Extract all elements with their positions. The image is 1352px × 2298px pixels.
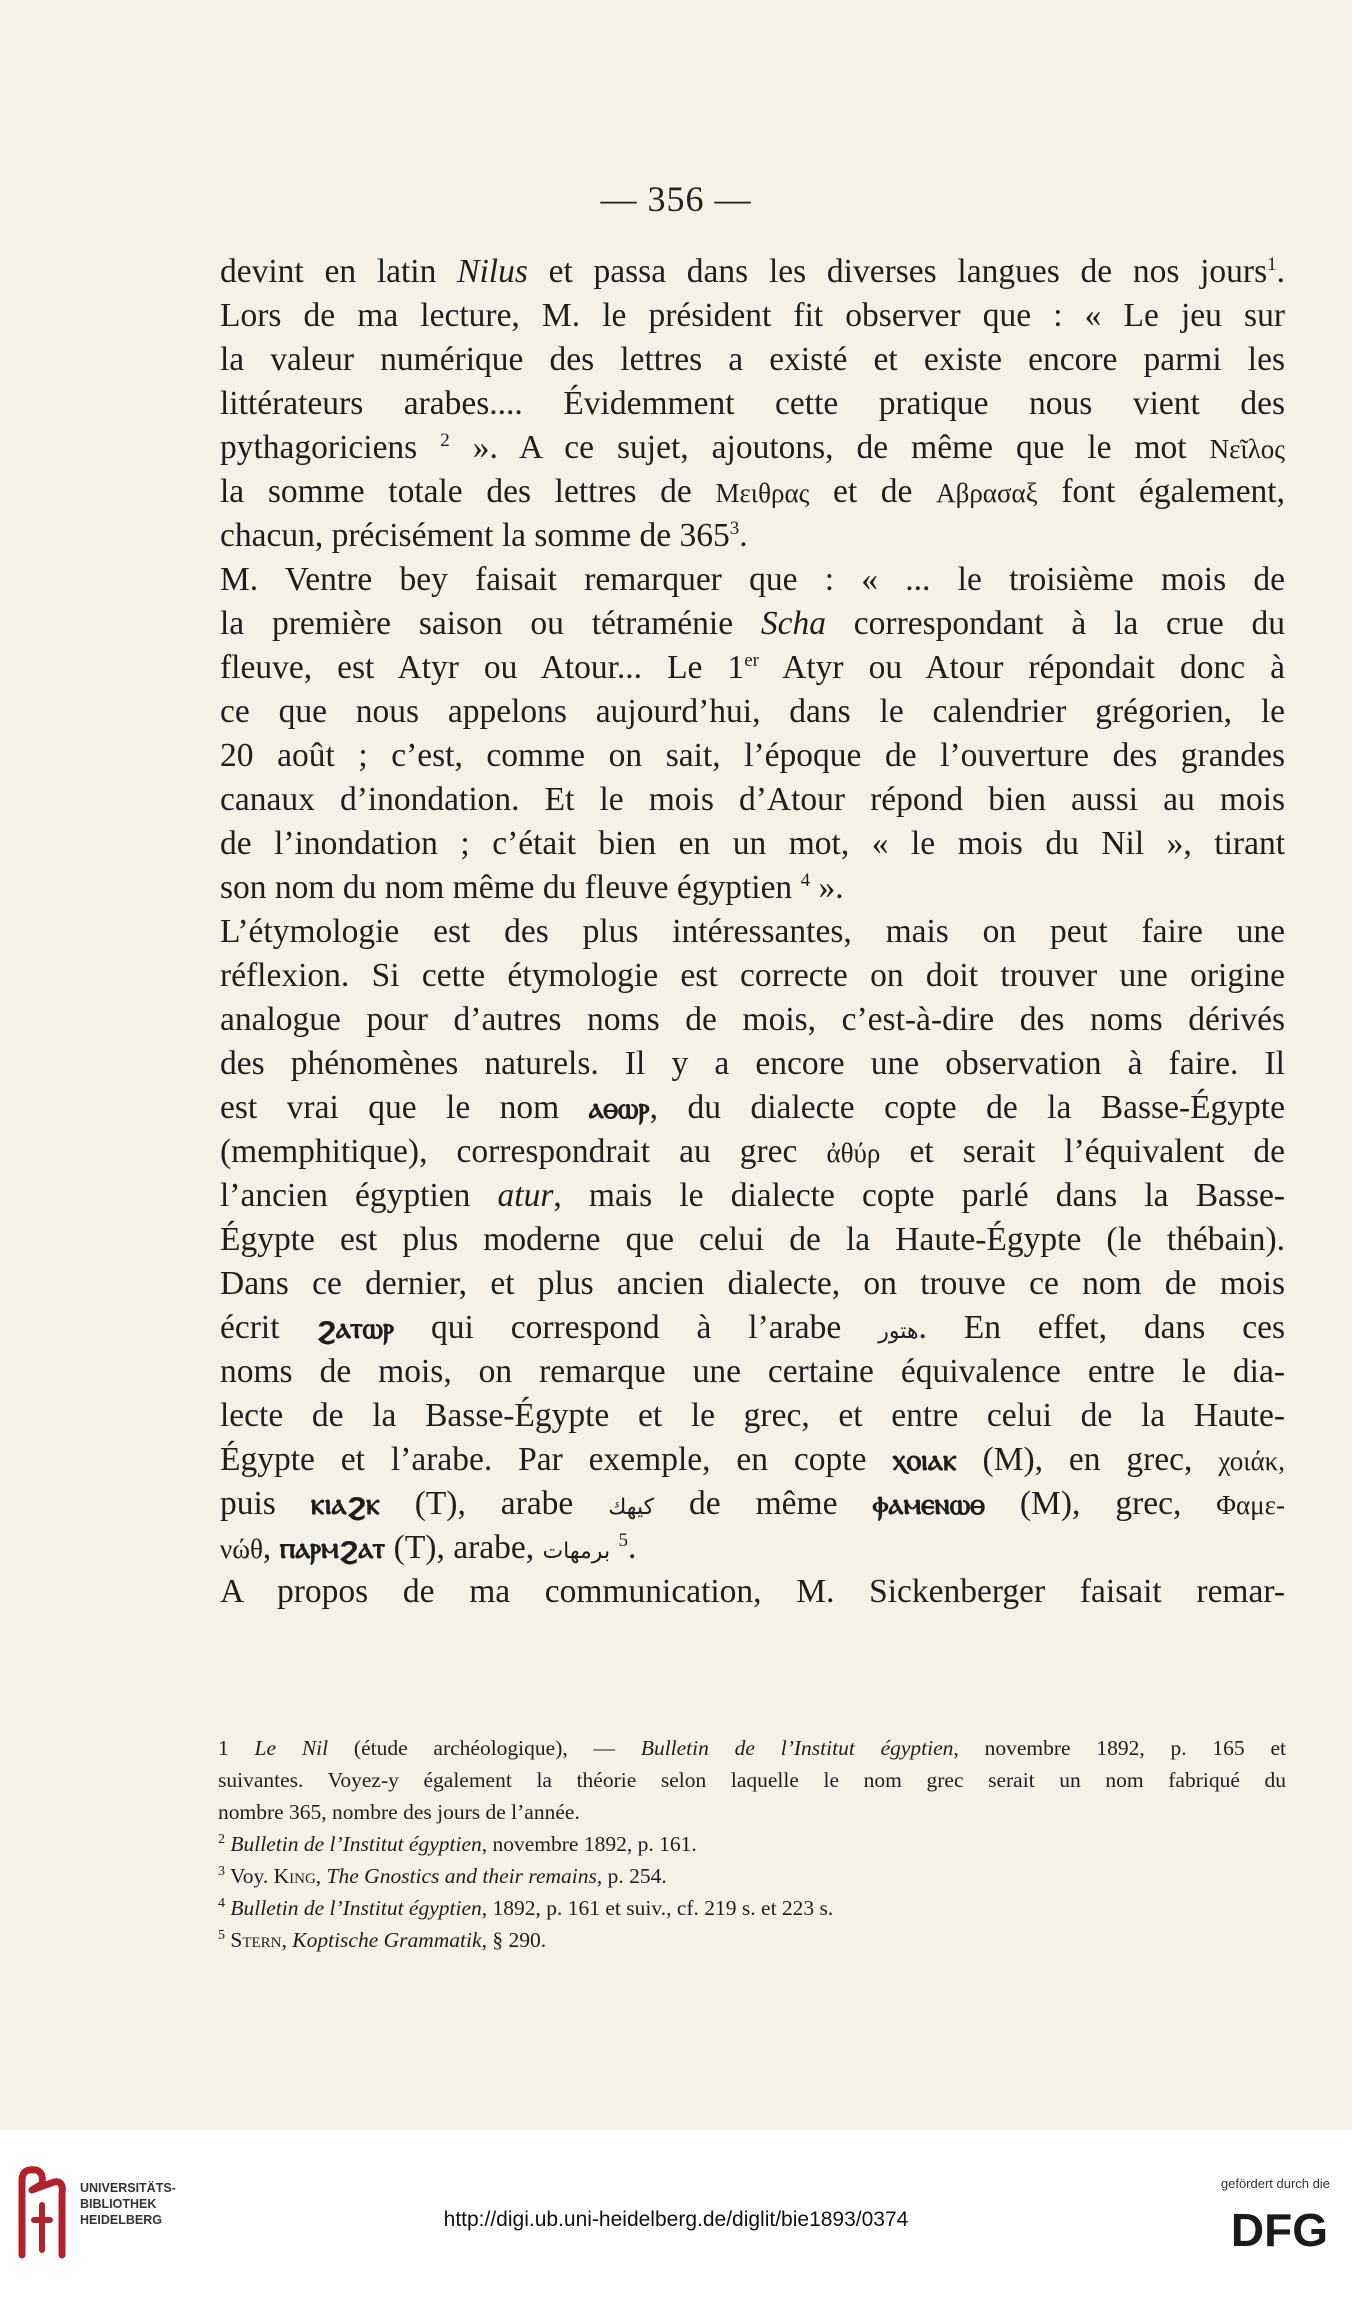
coptic-word: ⲫⲁⲙⲉⲛⲱⲑ	[872, 1487, 985, 1522]
text-run: Voy.	[225, 1864, 274, 1888]
text-line	[220, 294, 1285, 338]
text-run: (M), en grec,	[956, 1441, 1219, 1478]
text-line	[220, 250, 1285, 294]
greek-word: Νεῖλος	[1209, 434, 1285, 464]
text-run: Dans ce dernier, et plus ancien dialecte, on trouve ce nom de mois	[220, 1265, 1285, 1302]
text-line	[220, 470, 1285, 514]
text-run: lecte de la Basse-Égypte et le grec, et entre celui de la Haute-	[220, 1397, 1285, 1434]
text-run: analogue pour d’autres noms de mois, c’est-à-dire des noms dérivés	[220, 1001, 1285, 1038]
text-run: pythagoriciens	[220, 429, 441, 466]
footnotes	[218, 1732, 1286, 1956]
text-line	[220, 1526, 1285, 1570]
note-reference: 2	[218, 1831, 225, 1847]
text-run: réflexion. Si cette étymologie est correcte on doit trouver une origine	[220, 957, 1285, 994]
text-run: la première saison ou tétraménie	[220, 605, 761, 642]
text-run: et passa dans les diverses langues de nos jours	[527, 253, 1268, 290]
text-line	[220, 822, 1285, 866]
text-run: fleuve, est Atyr ou Atour... Le 1	[220, 649, 745, 686]
text-run: (étude archéologique), —	[328, 1736, 641, 1760]
text-line	[220, 1394, 1285, 1438]
text-run: chacun, précisément la somme de 365	[220, 517, 730, 554]
text-run: devint en latin	[220, 253, 458, 290]
text-line	[220, 426, 1285, 470]
text-run: est vrai que le nom	[220, 1089, 589, 1126]
text-run: qui correspond à l’arabe	[394, 1309, 879, 1346]
text-line	[220, 998, 1285, 1042]
text-line	[220, 602, 1285, 646]
text-line	[220, 646, 1285, 690]
text-line	[220, 558, 1285, 602]
text-run: (T), arabe	[379, 1485, 609, 1522]
note-reference: 5	[618, 1529, 628, 1551]
greek-word: Μειθρας	[715, 478, 810, 508]
text-run: M. Ventre bey faisait remarquer que : « ... le troisième mois de	[220, 561, 1285, 598]
author-name: King	[273, 1864, 316, 1888]
funded-by-label: gefördert durch die	[1220, 2176, 1330, 2191]
text-line	[220, 734, 1285, 778]
italic-text: The Gnostics and their remains	[326, 1864, 597, 1888]
text-run: suivantes. Voyez-y également la théorie selon laquelle le nom grec serait un nom fabriqué du	[218, 1768, 1286, 1792]
text-run: de l’inondation ; c’était bien en un mot, « le mois du Nil », tirant	[220, 825, 1285, 862]
text-run: et serait l’équivalent de	[880, 1133, 1285, 1170]
text-line	[220, 1086, 1285, 1130]
text-line	[220, 910, 1285, 954]
text-run: Égypte est plus moderne que celui de la Haute-Égypte (le thébain).	[220, 1221, 1285, 1258]
text-line	[220, 954, 1285, 998]
text-line	[218, 1732, 1286, 1764]
coptic-word: ϩⲁⲧⲱⲣ	[316, 1311, 395, 1346]
note-reference: 1	[1267, 253, 1277, 275]
library-name-line: UNIVERSITÄTS-	[80, 2181, 176, 2195]
text-run: (M), grec,	[984, 1485, 1217, 1522]
note-reference: 4	[218, 1895, 225, 1911]
text-run: nombre 365, nombre des jours de l’année.	[218, 1800, 580, 1824]
italic-text: Bulletin de l’Institut égyptien	[640, 1736, 954, 1760]
coptic-word: ⲡⲁⲣⲙϩⲁⲧ	[279, 1531, 386, 1566]
text-line	[220, 1482, 1285, 1526]
text-run: , p. 254.	[596, 1864, 667, 1888]
text-run: la somme totale des lettres de	[220, 473, 716, 510]
text-run: font également,	[1037, 473, 1285, 510]
text-run: ,	[315, 1864, 327, 1888]
permalink-url[interactable]: http://digi.ub.uni-heidelberg.de/diglit/bie1893/0374	[443, 2208, 909, 2231]
text-run: A propos de ma communication, M. Sickenberger faisait remar-	[220, 1573, 1285, 1610]
text-line	[220, 866, 1285, 910]
body-text	[220, 250, 1285, 1614]
text-run: ce que nous appelons aujourd’hui, dans le calendrier grégorien, le	[220, 693, 1285, 730]
note-reference: 3	[729, 517, 740, 539]
author-name: Stern	[230, 1928, 282, 1952]
text-line	[218, 1924, 1286, 1956]
text-line	[218, 1828, 1286, 1860]
text-line	[220, 1570, 1285, 1614]
text-run: ». A ce sujet, ajoutons, de même que le mot	[449, 429, 1210, 466]
text-run: 20 août ; c’est, comme on sait, l’époque de l’ouverture des grandes	[220, 737, 1285, 774]
text-line	[220, 1174, 1285, 1218]
text-run: noms de mois, on remarque une certaine équivalence entre le dia-	[220, 1353, 1285, 1390]
text-line	[218, 1796, 1286, 1828]
text-line	[218, 1764, 1286, 1796]
italic-text: atur	[497, 1177, 554, 1214]
coptic-word: ⲭⲟⲓⲁⲕ	[892, 1443, 957, 1478]
text-run: écrit	[220, 1309, 317, 1346]
greek-word: ἀθύρ	[826, 1138, 881, 1168]
text-run: .	[627, 1529, 637, 1566]
text-run: ».	[810, 869, 844, 906]
library-name-line: HEIDELBERG	[80, 2213, 162, 2227]
text-run: .	[739, 517, 748, 554]
text-run: correspondant à la crue du	[826, 605, 1285, 642]
coptic-word: ⲕⲓⲁϩⲕ	[310, 1487, 380, 1522]
text-run: ,	[281, 1928, 293, 1952]
text-run: , du dialecte copte de la Basse-Égypte	[649, 1089, 1285, 1126]
italic-text: Le Nil	[254, 1736, 329, 1760]
text-run: Égypte et l’arabe. Par exemple, en copte	[220, 1441, 893, 1478]
text-run: des phénomènes naturels. Il y a encore une observation à faire. Il	[220, 1045, 1285, 1082]
italic-text: Scha	[760, 605, 826, 642]
arabic-word: برمهات	[542, 1539, 611, 1564]
text-run: littérateurs arabes.... Évidemment cette pratique nous vient des	[220, 385, 1285, 422]
text-line	[220, 1218, 1285, 1262]
text-run: .	[1276, 253, 1285, 290]
text-line	[220, 1262, 1285, 1306]
arabic-word: هتور	[878, 1319, 919, 1344]
arabic-word: كيهك	[608, 1495, 655, 1520]
text-run: puis	[220, 1485, 311, 1522]
text-run: son nom du nom même du fleuve égyptien	[220, 869, 801, 906]
greek-word: Αβρασαξ	[936, 478, 1038, 508]
text-run: 1	[218, 1736, 255, 1760]
text-run: , § 290.	[481, 1928, 547, 1952]
text-run: , novembre 1892, p. 161.	[481, 1832, 697, 1856]
text-line	[220, 1306, 1285, 1350]
text-run: ,	[262, 1529, 280, 1566]
text-run: de même	[654, 1485, 873, 1522]
italic-text: Bulletin de l’Institut égyptien	[230, 1896, 482, 1920]
text-line	[218, 1860, 1286, 1892]
text-run: l’ancien égyptien	[220, 1177, 498, 1214]
greek-word: νώθ	[220, 1534, 263, 1564]
note-reference: 3	[218, 1863, 225, 1879]
dfg-logo	[1218, 2206, 1330, 2250]
text-run: et de	[809, 473, 937, 510]
text-line	[218, 1892, 1286, 1924]
note-reference: er	[744, 649, 759, 671]
note-reference: 4	[800, 869, 811, 891]
text-line	[220, 690, 1285, 734]
text-run: la valeur numérique des lettres a existé et existe encore parmi les	[220, 341, 1285, 378]
text-line	[220, 1438, 1285, 1482]
text-line	[220, 338, 1285, 382]
dfg-logo-text: DFG	[1230, 2206, 1328, 2250]
text-run: . En effet, dans ces	[918, 1309, 1285, 1346]
text-line	[220, 1350, 1285, 1394]
text-run: L’étymologie est des plus intéressantes, mais on peut faire une	[220, 913, 1285, 950]
page-number: — 356 —	[600, 179, 752, 219]
text-line	[220, 778, 1285, 822]
text-run: , novembre 1892, p. 165 et	[953, 1736, 1286, 1760]
text-run: , 1892, p. 161 et suiv., cf. 219 s. et 223 s.	[481, 1896, 834, 1920]
note-reference: 5	[218, 1927, 225, 1943]
text-run: (T), arabe,	[385, 1529, 543, 1566]
text-run: Atyr ou Atour répondait donc à	[758, 649, 1285, 686]
text-line	[220, 1130, 1285, 1174]
italic-text: Koptische Grammatik	[292, 1928, 482, 1952]
note-reference: 2	[440, 429, 450, 451]
greek-word: Φαμε-	[1216, 1490, 1285, 1520]
text-run: Lors de ma lecture, M. le président fit observer que : « Le jeu sur	[220, 297, 1285, 334]
italic-text: Bulletin de l’Institut égyptien	[230, 1832, 482, 1856]
coptic-word: ⲁⲑⲱⲣ	[588, 1091, 650, 1126]
text-run: , mais le dialecte copte parlé dans la Basse-	[553, 1177, 1286, 1214]
text-line	[220, 382, 1285, 426]
text-line	[220, 1042, 1285, 1086]
text-run: canaux d’inondation. Et le mois d’Atour répond bien aussi au mois	[220, 781, 1285, 818]
library-name-line: BIBLIOTHEK	[80, 2197, 157, 2211]
italic-text: Nilus	[457, 253, 528, 290]
text-run: (memphitique), correspondrait au grec	[220, 1133, 827, 1170]
greek-word: χοιάκ,	[1218, 1446, 1285, 1476]
text-line	[220, 514, 1285, 558]
